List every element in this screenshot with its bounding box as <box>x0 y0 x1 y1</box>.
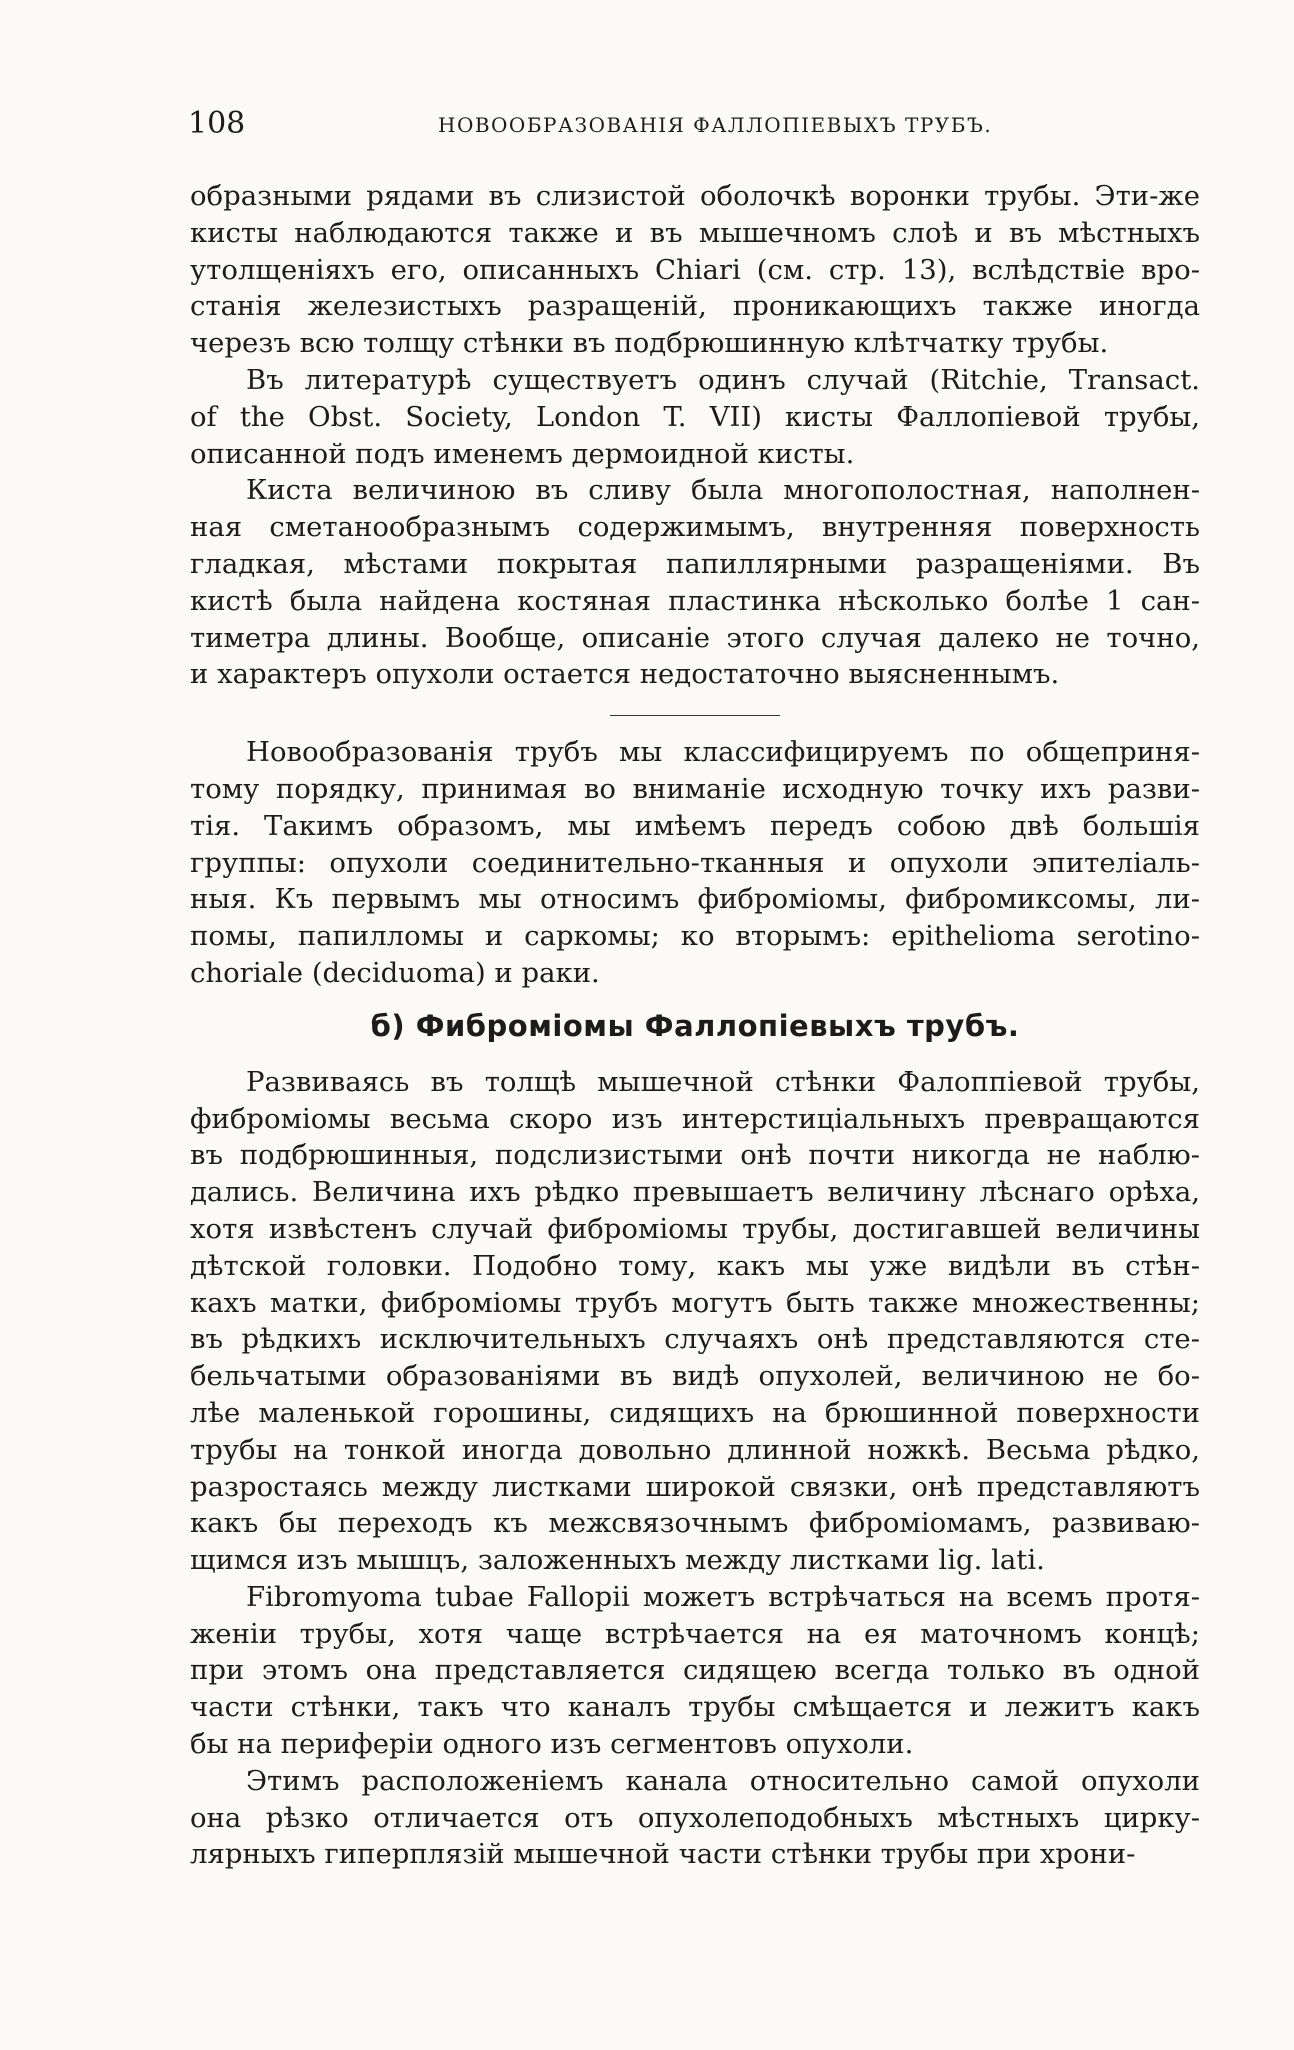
text-line: бельчатыми образованіями въ видѣ опухолей, величиною не бо- <box>190 1360 1200 1393</box>
text-line: Въ литературѣ существуетъ одинъ случай (Ritchie, Transact. <box>246 363 1200 396</box>
text-line: щимся изъ мышцъ, заложенныхъ между листками lig. lati. <box>190 1544 1045 1577</box>
page-number: 108 <box>188 106 246 141</box>
paragraph <box>190 362 1200 472</box>
text-line: Fibromyoma tubae Fallopii можетъ встрѣчаться на всемъ протя- <box>246 1580 1200 1613</box>
text-line: фиброміомы весьма скоро изъ интерстиціальныхъ превращаются <box>190 1102 1200 1135</box>
paragraph <box>190 734 1200 992</box>
text-line: въ рѣдкихъ исключительныхъ случаяхъ онѣ представляются сте- <box>190 1323 1200 1356</box>
paragraph <box>190 178 1200 362</box>
section-divider <box>610 715 780 716</box>
paragraph <box>190 1763 1200 1873</box>
text-line: бы на периферіи одного изъ сегментовъ опухоли. <box>190 1728 914 1761</box>
running-head: НОВООБРАЗОВАНІЯ ФАЛЛОПІЕВЫХЪ ТРУБЪ. <box>438 113 993 137</box>
text-line: ныя. Къ первымъ мы относимъ фиброміомы, фибромиксомы, ли- <box>190 883 1200 916</box>
text-line: тому порядку, принимая во вниманіе исходную точку ихъ разви- <box>190 772 1200 805</box>
text-line: въ подбрюшинныя, подслизистыми онѣ почти никогда не наблю- <box>190 1139 1200 1172</box>
text-line: дѣтской головки. Подобно тому, какъ мы уже видѣли въ стѣн- <box>190 1249 1200 1282</box>
text-line: of the Obst. Society, London T. VII) кисты Фаллопіевой трубы, <box>190 400 1200 433</box>
text-block-top <box>190 178 1200 693</box>
text-line: Киста величиною въ сливу была многополостная, наполнен- <box>246 474 1200 507</box>
text-line: Развиваясь въ толщѣ мышечной стѣнки Фалоппіевой трубы, <box>246 1065 1200 1098</box>
text-line: черезъ всю толщу стѣнки въ подбрюшинную клѣтчатку трубы. <box>190 327 1109 360</box>
text-line: утолщеніяхъ его, описанныхъ Chiari (см. стр. 13), вслѣдствіе вро- <box>190 253 1200 286</box>
text-line: станія железистыхъ разращеній, проникающихъ также иногда <box>190 290 1200 323</box>
text-line: гладкая, мѣстами покрытая папиллярными разращеніями. Въ <box>190 547 1200 580</box>
text-line: тиметра длины. Вообще, описаніе этого случая далеко не точно, <box>190 621 1200 654</box>
text-line: группы: опухоли соединительно-тканныя и опухоли эпителіаль- <box>190 846 1200 879</box>
text-line: Этимъ расположеніемъ канала относительно самой опухоли <box>246 1764 1200 1797</box>
paragraph <box>190 472 1200 693</box>
text-line: лярныхъ гиперплязій мышечной части стѣнки трубы при хрони- <box>190 1838 1136 1871</box>
text-block-middle <box>190 734 1200 992</box>
text-line: части стѣнки, такъ что каналъ трубы смѣщается и лежитъ какъ <box>190 1691 1200 1724</box>
text-line: и характеръ опухоли остается недостаточно выясненнымъ. <box>190 658 1060 691</box>
text-line: разростаясь между листками широкой связки, онѣ представляютъ <box>190 1470 1200 1503</box>
text-line: помы, папилломы и саркомы; ко вторымъ: epithelioma serotino- <box>190 920 1200 953</box>
text-line: кистѣ была найдена костяная пластинка нѣсколько болѣе 1 сан- <box>190 584 1200 617</box>
text-line: при этомъ она представляется сидящею всегда только въ одной <box>190 1654 1200 1687</box>
text-line: кахъ матки, фиброміомы трубъ могутъ быть также множественны; <box>190 1286 1200 1319</box>
text-line: какъ бы переходъ къ межсвязочнымъ фиброміомамъ, развиваю- <box>190 1507 1200 1540</box>
section-heading: б) Фиброміомы Фаллопіевыхъ трубъ. <box>370 1008 1020 1043</box>
page-body <box>190 178 1200 1873</box>
text-line: хотя извѣстенъ случай фиброміомы трубы, достигавшей величины <box>190 1212 1200 1245</box>
text-block-bottom <box>190 1064 1200 1874</box>
text-line: chorialе (deciduoma) и раки. <box>190 956 600 989</box>
paragraph <box>190 1579 1200 1763</box>
text-line: трубы на тонкой иногда довольно длинной ножкѣ. Весьма рѣдко, <box>190 1433 1200 1466</box>
text-line: образными рядами въ слизистой оболочкѣ воронки трубы. Эти-же <box>190 180 1200 212</box>
text-line: тія. Такимъ образомъ, мы имѣемъ передъ собою двѣ большія <box>190 809 1200 842</box>
text-line: дались. Величина ихъ рѣдко превышаетъ величину лѣснаго орѣха, <box>190 1176 1200 1209</box>
text-line: кисты наблюдаются также и въ мышечномъ слоѣ и въ мѣстныхъ <box>190 216 1200 249</box>
paragraph <box>190 1064 1200 1579</box>
page-header <box>188 104 1148 144</box>
text-line: она рѣзко отличается отъ опухолеподобныхъ мѣстныхъ цирку- <box>190 1801 1200 1834</box>
text-line: женіи трубы, хотя чаще встрѣчается на ея маточномъ концѣ; <box>190 1617 1200 1650</box>
text-line: лѣе маленькой горошины, сидящихъ на брюшинной поверхности <box>190 1396 1200 1429</box>
text-line: Новообразованія трубъ мы классифицируемъ по общеприня- <box>246 736 1200 769</box>
text-line: ная сметанообразнымъ содержимымъ, внутренняя поверхность <box>190 511 1200 544</box>
text-line: описанной подъ именемъ дермоидной кисты. <box>190 437 855 470</box>
